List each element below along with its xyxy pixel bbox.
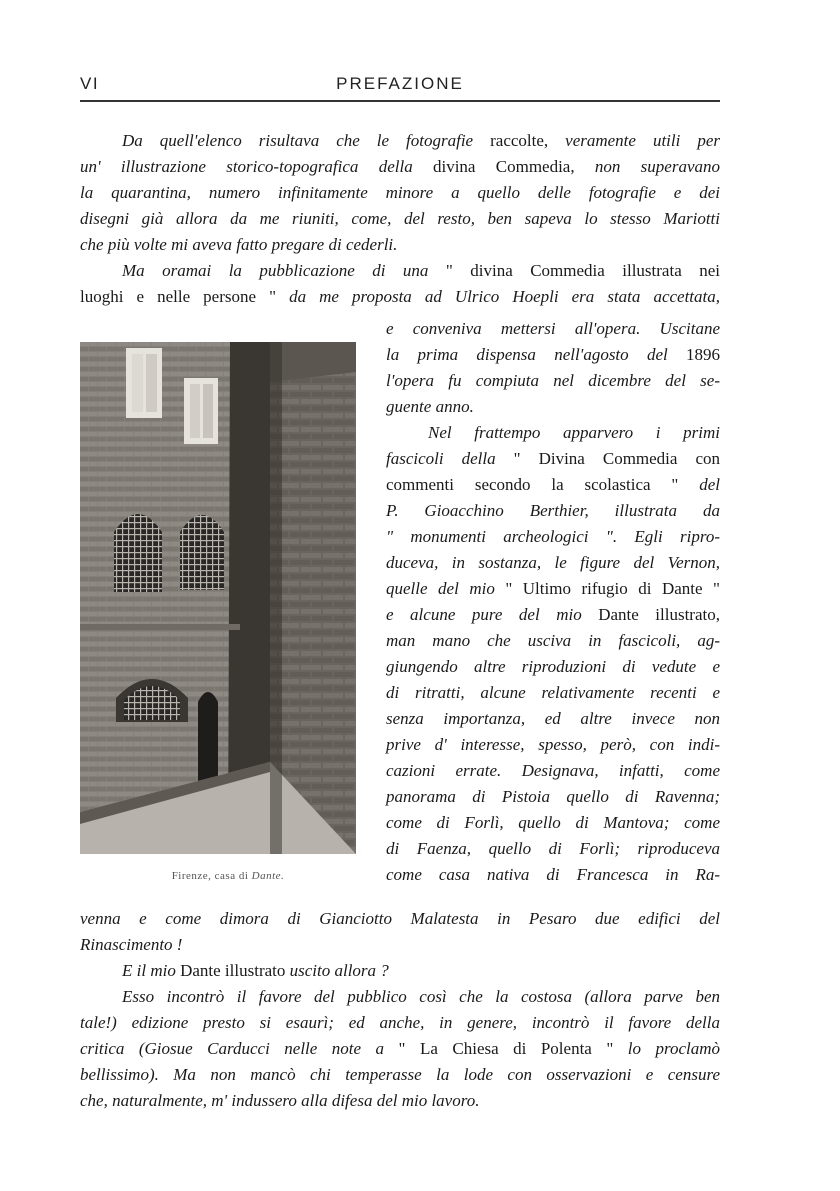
column-line <box>386 394 720 420</box>
text-run: giungendo altre riproduzioni di vedute e <box>386 657 720 676</box>
text-run: Esso incontrò il favore del pubblico così che la costosa (allora parve ben <box>122 987 720 1006</box>
text-line <box>80 180 720 206</box>
text-run: E il mio <box>122 961 181 980</box>
text-run: commenti secondo la scolastica " <box>386 475 700 494</box>
text-run: da me proposta ad Ulrico Hoepli era stata accettata, <box>289 287 720 306</box>
text-run: Da quell'elenco risultava che le fotografie <box>122 131 491 150</box>
text-line <box>80 1062 720 1088</box>
text-run: divina Commedia, <box>432 157 595 176</box>
column-line <box>386 810 720 836</box>
header-rule <box>80 100 720 102</box>
text-run: uscito allora ? <box>289 961 389 980</box>
text-run: senza importanza, ed altre invece non <box>386 709 720 728</box>
text-run: " Divina Commedia con <box>513 449 721 468</box>
text-run: luoghi e nelle persone " <box>80 287 290 306</box>
column-line <box>386 342 720 368</box>
text-run: la quarantina, numero infinitamente minore a quello delle fotografie e dei <box>80 183 720 202</box>
page-number: VI <box>80 74 100 93</box>
text-run: panorama di Pistoia quello di Ravenna; <box>386 787 720 806</box>
text-line <box>80 932 720 958</box>
column-line <box>386 628 720 654</box>
column-line <box>386 524 720 550</box>
text-run: critica (Giosue Carducci nelle note a <box>80 1039 399 1058</box>
text-run: e conveniva mettersi all'opera. Uscitane <box>386 319 720 338</box>
column-line <box>386 368 720 394</box>
column-line <box>386 602 720 628</box>
text-run: " divina Commedia illustrata nei <box>445 261 720 280</box>
text-line <box>80 1010 720 1036</box>
column-line <box>386 550 720 576</box>
text-line <box>80 284 720 310</box>
column-line <box>386 316 720 342</box>
column-line <box>386 758 720 784</box>
text-run: fascicoli della <box>386 449 514 468</box>
text-run: Ma oramai la pubblicazione di una <box>122 261 446 280</box>
text-line <box>80 906 720 932</box>
paragraph-1 <box>80 128 720 310</box>
text-line <box>80 258 720 284</box>
text-run: Dante illustrato <box>180 961 290 980</box>
column-line <box>386 836 720 862</box>
text-run: di ritratti, alcune relativamente recenti e <box>386 683 720 702</box>
column-line <box>386 706 720 732</box>
text-run: del <box>699 475 720 494</box>
text-run: guente anno. <box>386 397 474 416</box>
column-line <box>386 862 720 888</box>
text-run: cazioni errate. Designava, infatti, come <box>386 761 720 780</box>
text-line <box>80 232 720 258</box>
text-run: che più volte mi aveva fatto pregare di cederli. <box>80 235 398 254</box>
text-run: bellissimo). Ma non mancò chi temperasse la lode con osservazioni e censure <box>80 1065 720 1084</box>
text-run: un' illustrazione storico-topografica della <box>80 157 433 176</box>
column-line <box>386 680 720 706</box>
text-line <box>80 154 720 180</box>
text-run: come casa nativa di Francesca in Ra- <box>386 865 720 884</box>
text-run: " Ultimo rifugio di Dante " <box>505 579 720 598</box>
text-run: lo proclamò <box>627 1039 720 1058</box>
text-run: " monumenti archeologici ". Egli ripro- <box>386 527 720 546</box>
text-run: la prima dispensa nell'agosto del <box>386 345 686 364</box>
text-run: Dante illustrato, <box>598 605 720 624</box>
text-run: di Faenza, quello di Forlì; riproduceva <box>386 839 720 858</box>
text-run: duceva, in sostanza, le figure del Vernon, <box>386 553 720 572</box>
text-run: che, naturalmente, m' indussero alla difesa del mio lavoro. <box>80 1091 480 1110</box>
text-run: veramente utili per <box>565 131 721 150</box>
column-line <box>386 472 720 498</box>
text-line <box>80 128 720 154</box>
text-run: raccolte, <box>490 131 566 150</box>
figure-caption: Firenze, casa di Dante. <box>171 870 285 882</box>
running-title: PREFAZIONE <box>336 74 464 93</box>
column-line <box>386 732 720 758</box>
text-run: l'opera fu compiuta nel dicembre del se- <box>386 371 720 390</box>
column-line <box>386 784 720 810</box>
text-run: non superavano <box>594 157 720 176</box>
text-run: e alcune pure del mio <box>386 605 599 624</box>
text-run: venna e come dimora di Gianciotto Malatesta in Pesaro due edifici del <box>80 909 720 928</box>
text-line <box>80 1088 720 1114</box>
text-run: disegni già allora da me riuniti, come, del resto, ben sapeva lo stesso Mariotti <box>80 209 720 228</box>
text-run: come di Forlì, quello di Mantova; come <box>386 813 720 832</box>
column-line <box>386 446 720 472</box>
right-column-text <box>386 316 720 888</box>
paragraph-after-figure <box>80 906 720 1114</box>
text-line <box>80 984 720 1010</box>
column-line <box>386 498 720 524</box>
column-line <box>386 654 720 680</box>
text-line <box>80 1036 720 1062</box>
page-header <box>80 72 720 98</box>
text-run: man mano che usciva in fascicoli, ag- <box>386 631 720 650</box>
text-run: P. Gioacchino Berthier, illustrata da <box>386 501 720 520</box>
column-line <box>386 420 720 446</box>
photo-casa-di-dante <box>80 342 356 854</box>
text-run: tale!) edizione presto si esaurì; ed anche, in genere, incontrò il favore della <box>80 1013 720 1032</box>
text-run: Nel frattempo apparvero i primi <box>428 423 720 442</box>
text-line <box>80 958 720 984</box>
text-run: " La Chiesa di Polenta " <box>398 1039 628 1058</box>
text-run: 1896 <box>686 345 720 364</box>
text-run: quelle del mio <box>386 579 506 598</box>
column-line <box>386 576 720 602</box>
text-run: Rinascimento ! <box>80 935 183 954</box>
text-line <box>80 206 720 232</box>
text-run: prive d' interesse, spesso, però, con indi- <box>386 735 720 754</box>
